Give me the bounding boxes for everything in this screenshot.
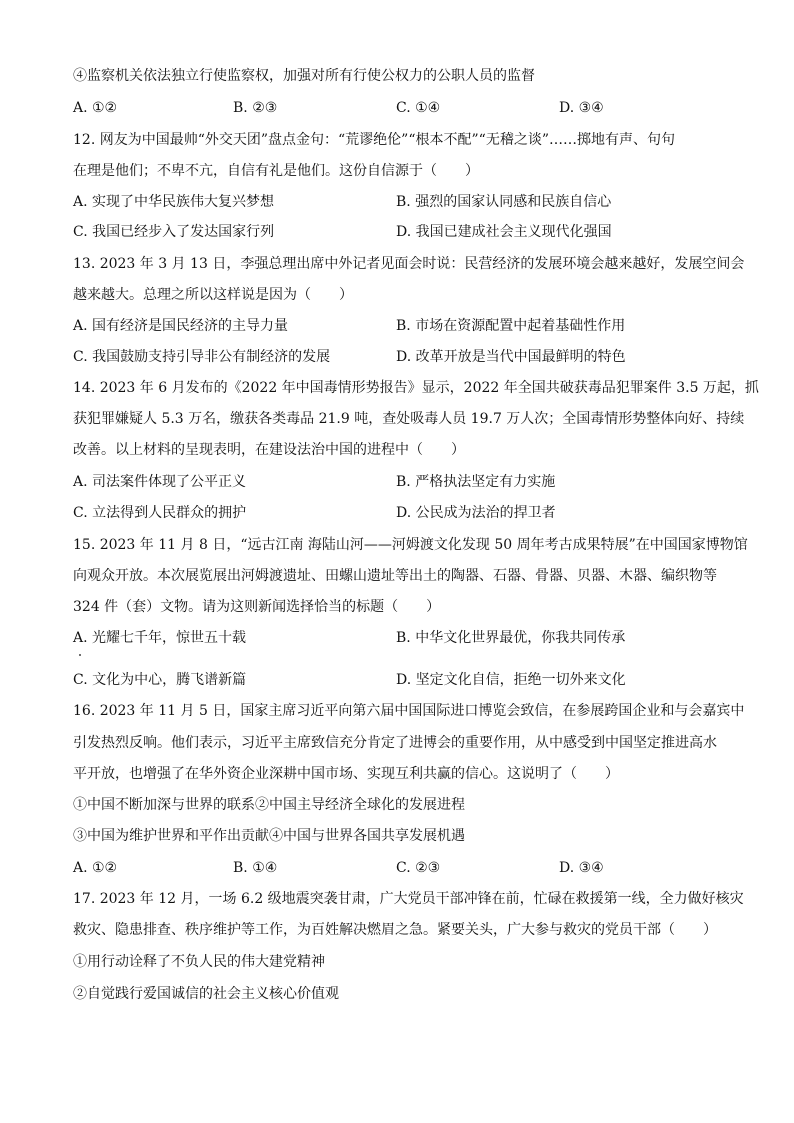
q15-option-d[interactable]: D. 坚定文化自信，拒绝一切外来文化 <box>396 672 626 688</box>
q14-stem-line-2: 获犯罪嫌疑人 5.3 万名，缴获各类毒品 21.9 吨，查处吸毒人员 19.7 万人次；全国毒情形势整体向好、持续 <box>73 411 745 427</box>
q16-stem-line-2: 引发热烈反响。他们表示，习近平主席致信充分肯定了进博会的重要作用，从中感受到中国坚定推进高水 <box>73 735 717 751</box>
q15-option-a[interactable]: A. 光耀七千年，惊世五十载 <box>73 630 247 646</box>
q12-option-d[interactable]: D. 我国已建成社会主义现代化强国 <box>396 224 612 240</box>
q17-stem-line-1: 17. 2023 年 12 月，一场 6.2 级地震突袭甘肃，广大党员干部冲锋在前，忙碌在救援第一线，全力做好核灾 <box>73 891 744 907</box>
q15-option-c[interactable]: C. 文化为中心，腾飞谱新篇 <box>73 672 247 688</box>
q16-option-c[interactable]: C. ②③ <box>396 860 441 876</box>
q16-stem-line-3: 平开放，也增强了在华外资企业深耕中国市场、实现互利共赢的信心。这说明了（ ） <box>73 766 619 782</box>
q16-items-line-1: ①中国不断加深与世界的联系②中国主导经济全球化的发展进程 <box>73 797 465 813</box>
q15-option-b[interactable]: B. 中华文化世界最优，你我共同传承 <box>396 630 626 646</box>
q17-item-2: ②自觉践行爱国诚信的社会主义核心价值观 <box>73 986 339 1002</box>
q16-option-d[interactable]: D. ③④ <box>559 860 604 876</box>
q13-option-a[interactable]: A. 国有经济是国民经济的主导力量 <box>73 318 289 334</box>
q11-option-b[interactable]: B. ②③ <box>233 100 278 116</box>
q14-option-a[interactable]: A. 司法案件体现了公平正义 <box>73 474 247 490</box>
q12-option-a[interactable]: A. 实现了中华民族伟大复兴梦想 <box>73 194 275 210</box>
q14-stem-line-1: 14. 2023 年 6 月发布的《2022 年中国毒情形势报告》显示，2022 年全国共破获毒品犯罪案件 3.5 万起，抓 <box>73 380 759 396</box>
q17-stem-line-2: 救灾、隐患排查、秩序维护等工作，为百姓解决燃眉之急。紧要关头，广大参与救灾的党员干部（ ） <box>73 922 717 938</box>
q14-option-b[interactable]: B. 严格执法坚定有力实施 <box>396 474 556 490</box>
q12-option-c[interactable]: C. 我国已经步入了发达国家行列 <box>73 224 275 240</box>
q12-stem-line-1: 12. 网友为中国最帅“外交天团”盘点金句：“荒谬绝伦”“根本不配”“无稽之谈”……掷地有声、句句 <box>73 132 675 148</box>
q15-stem-line-2: 向观众开放。本次展览展出河姆渡遗址、田螺山遗址等出土的陶器、石器、骨器、贝器、木器、编织物等 <box>73 568 717 584</box>
q13-option-c[interactable]: C. 我国鼓励支持引导非公有制经济的发展 <box>73 349 331 365</box>
q14-option-c[interactable]: C. 立法得到人民群众的拥护 <box>73 505 247 521</box>
q13-stem-line-2: 越来越大。总理之所以这样说是因为（ ） <box>73 287 353 303</box>
q14-option-d[interactable]: D. 公民成为法治的捍卫者 <box>396 505 556 521</box>
stray-dot <box>79 654 81 656</box>
q11-option-a[interactable]: A. ①② <box>73 100 118 116</box>
q15-stem-line-1: 15. 2023 年 11 月 8 日，“远古江南 海陆山河——河姆渡文化发现 50 周年考古成果特展”在中国国家博物馆 <box>73 537 748 553</box>
q15-stem-line-3: 324 件（套）文物。请为这则新闻选择恰当的标题（ ） <box>73 599 441 615</box>
q11-option-d[interactable]: D. ③④ <box>559 100 604 116</box>
q17-item-1: ①用行动诠释了不负人民的伟大建党精神 <box>73 954 325 970</box>
q11-option-c[interactable]: C. ①④ <box>396 100 441 116</box>
q13-stem-line-1: 13. 2023 年 3 月 13 日，李强总理出席中外记者见面会时说：民营经济的发展环境会越来越好，发展空间会 <box>73 256 745 272</box>
q13-option-b[interactable]: B. 市场在资源配置中起着基础性作用 <box>396 318 626 334</box>
q12-option-b[interactable]: B. 强烈的国家认同感和民族自信心 <box>396 194 612 210</box>
q12-stem-line-2: 在理是他们；不卑不亢，自信有礼是他们。这份自信源于（ ） <box>73 163 479 179</box>
q11-item-4: ④监察机关依法独立行使监察权，加强对所有行使公权力的公职人员的监督 <box>73 68 535 84</box>
q16-stem-line-1: 16. 2023 年 11 月 5 日，国家主席习近平向第六届中国国际进口博览会致信，在参展跨国企业和与会嘉宾中 <box>73 703 745 719</box>
q16-option-b[interactable]: B. ①④ <box>233 860 278 876</box>
q16-items-line-2: ③中国为维护世界和平作出贡献④中国与世界各国共享发展机遇 <box>73 828 465 844</box>
q14-stem-line-3: 改善。以上材料的呈现表明，在建设法治中国的进程中（ ） <box>73 442 465 458</box>
q13-option-d[interactable]: D. 改革开放是当代中国最鲜明的特色 <box>396 349 626 365</box>
q16-option-a[interactable]: A. ①② <box>73 860 118 876</box>
